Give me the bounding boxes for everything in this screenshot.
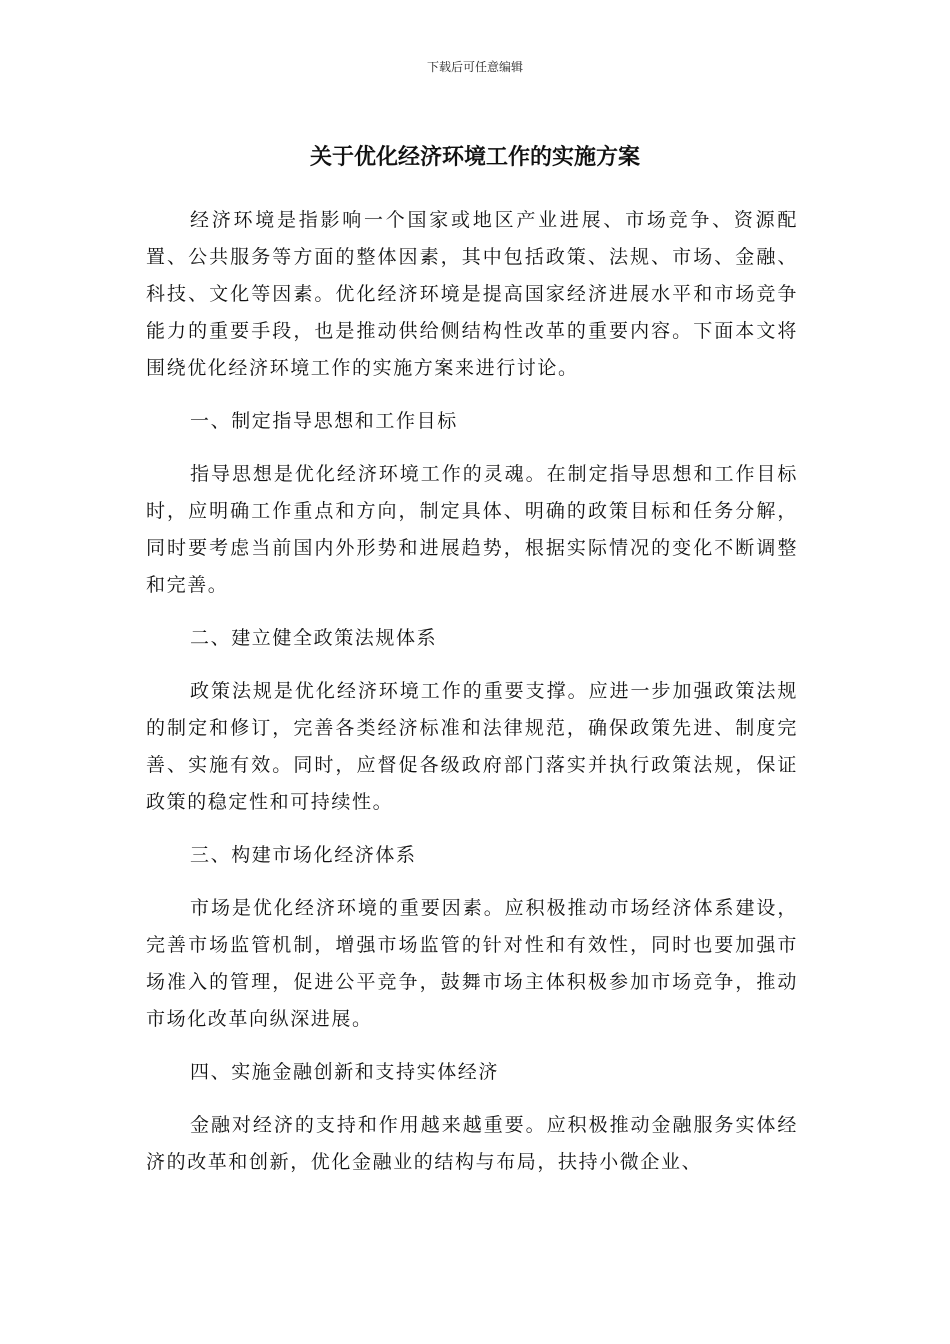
section-heading-2: 二、建立健全政策法规体系 [190, 627, 438, 649]
section-paragraph-2: 政策法规是优化经济环境工作的重要支撑。应进一步加强政策法规的制定和修订，完善各类经济标准和法律规范，确保政策先进、制度完善、实施有效。同时，应督促各级政府部门落实并执行政策法规，保证政策的稳定性和可持续性。 [146, 680, 798, 813]
section-heading-1: 一、制定指导思想和工作目标 [190, 410, 458, 432]
header-note: 下载后可任意编辑 [426, 60, 523, 74]
section-paragraph-1: 指导思想是优化经济环境工作的灵魂。在制定指导思想和工作目标时，应明确工作重点和方向，制定具体、明确的政策目标和任务分解，同时要考虑当前国内外形势和进展趋势，根据实际情况的变化不断调整和完善。 [146, 463, 798, 596]
section-heading-3: 三、构建市场化经济体系 [190, 844, 417, 866]
section-heading-4: 四、实施金融创新和支持实体经济 [190, 1061, 500, 1083]
intro-paragraph: 经济环境是指影响一个国家或地区产业进展、市场竞争、资源配置、公共服务等方面的整体因素，其中包括政策、法规、市场、金融、科技、文化等因素。优化经济环境是提高国家经济进展水平和市场竞争能力的重要手段，也是推动供给侧结构性改革的重要内容。下面本文将围绕优化经济环境工作的实施方案来进行讨论。 [146, 209, 798, 379]
document-title: 关于优化经济环境工作的实施方案 [309, 145, 640, 170]
document-body [146, 202, 798, 1197]
section-paragraph-4: 金融对经济的支持和作用越来越重要。应积极推动金融服务实体经济的改革和创新，优化金融业的结构与布局，扶持小微企业、 [146, 1114, 798, 1173]
section-paragraph-3: 市场是优化经济环境的重要因素。应积极推动市场经济体系建设，完善市场监管机制，增强市场监管的针对性和有效性，同时也要加强市场准入的管理，促进公平竞争，鼓舞市场主体积极参加市场竞争，推动市场化改革向纵深进展。 [146, 897, 798, 1030]
